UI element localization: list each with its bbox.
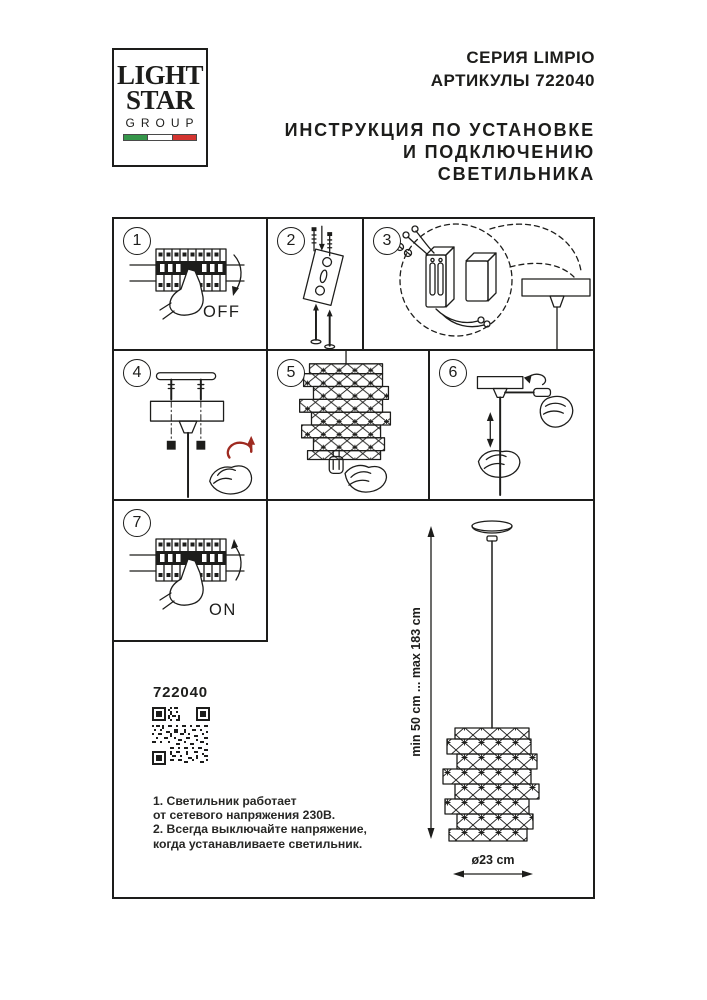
step-panel-5 [268, 351, 430, 501]
height-dimension-label: min 50 cm ... max 183 cm [409, 607, 423, 757]
off-label: OFF [203, 303, 241, 321]
flag-white-stripe [147, 135, 172, 140]
step-panel-6 [430, 351, 593, 501]
installation-notes [153, 794, 393, 851]
note-line-4: когда устанавливаете светильник. [153, 836, 363, 851]
step-panel-3 [364, 219, 593, 351]
pendant-lamp-diagram [405, 510, 595, 895]
step-panel-2 [268, 219, 364, 351]
italian-flag-bar [123, 134, 197, 141]
instruction-title-line2: И ПОДКЛЮЧЕНИЮ СВЕТИЛЬНИКА [403, 142, 595, 184]
qr-code [152, 707, 210, 765]
step-number-badge: 6 [439, 359, 467, 387]
step-panel-7 [114, 501, 268, 642]
flag-red-stripe [173, 135, 196, 140]
flag-green-stripe [124, 135, 147, 140]
logo-word-group: GROUP [125, 116, 200, 130]
series-name: СЕРИЯ LIMPIO [466, 48, 595, 67]
instruction-title-line1: ИНСТРУКЦИЯ ПО УСТАНОВКЕ [284, 120, 595, 140]
step-panel-1 [114, 219, 268, 351]
step-number-badge: 2 [277, 227, 305, 255]
step-number-badge: 1 [123, 227, 151, 255]
page-header [250, 46, 595, 185]
step-number-badge: 4 [123, 359, 151, 387]
article-number: 722040 [153, 684, 208, 701]
step-number-badge: 3 [373, 227, 401, 255]
note-line-2: от сетевого напряжения 230В. [153, 808, 336, 823]
article-numbers: АРТИКУЛЫ 722040 [430, 71, 595, 90]
step-number-badge: 5 [277, 359, 305, 387]
instruction-grid [112, 217, 595, 899]
diameter-dimension-label: ø23 cm [471, 853, 515, 867]
step-panel-4 [114, 351, 268, 501]
lightstar-logo [112, 48, 208, 167]
note-line-1: 1. Светильник работает [153, 794, 297, 808]
step-number-badge: 7 [123, 509, 151, 537]
logo-word-star: STAR [125, 85, 195, 115]
logo-word-light: LIGHT [116, 60, 204, 90]
note-line-3: 2. Всегда выключайте напряжение, [153, 822, 367, 837]
on-label: ON [209, 601, 237, 619]
